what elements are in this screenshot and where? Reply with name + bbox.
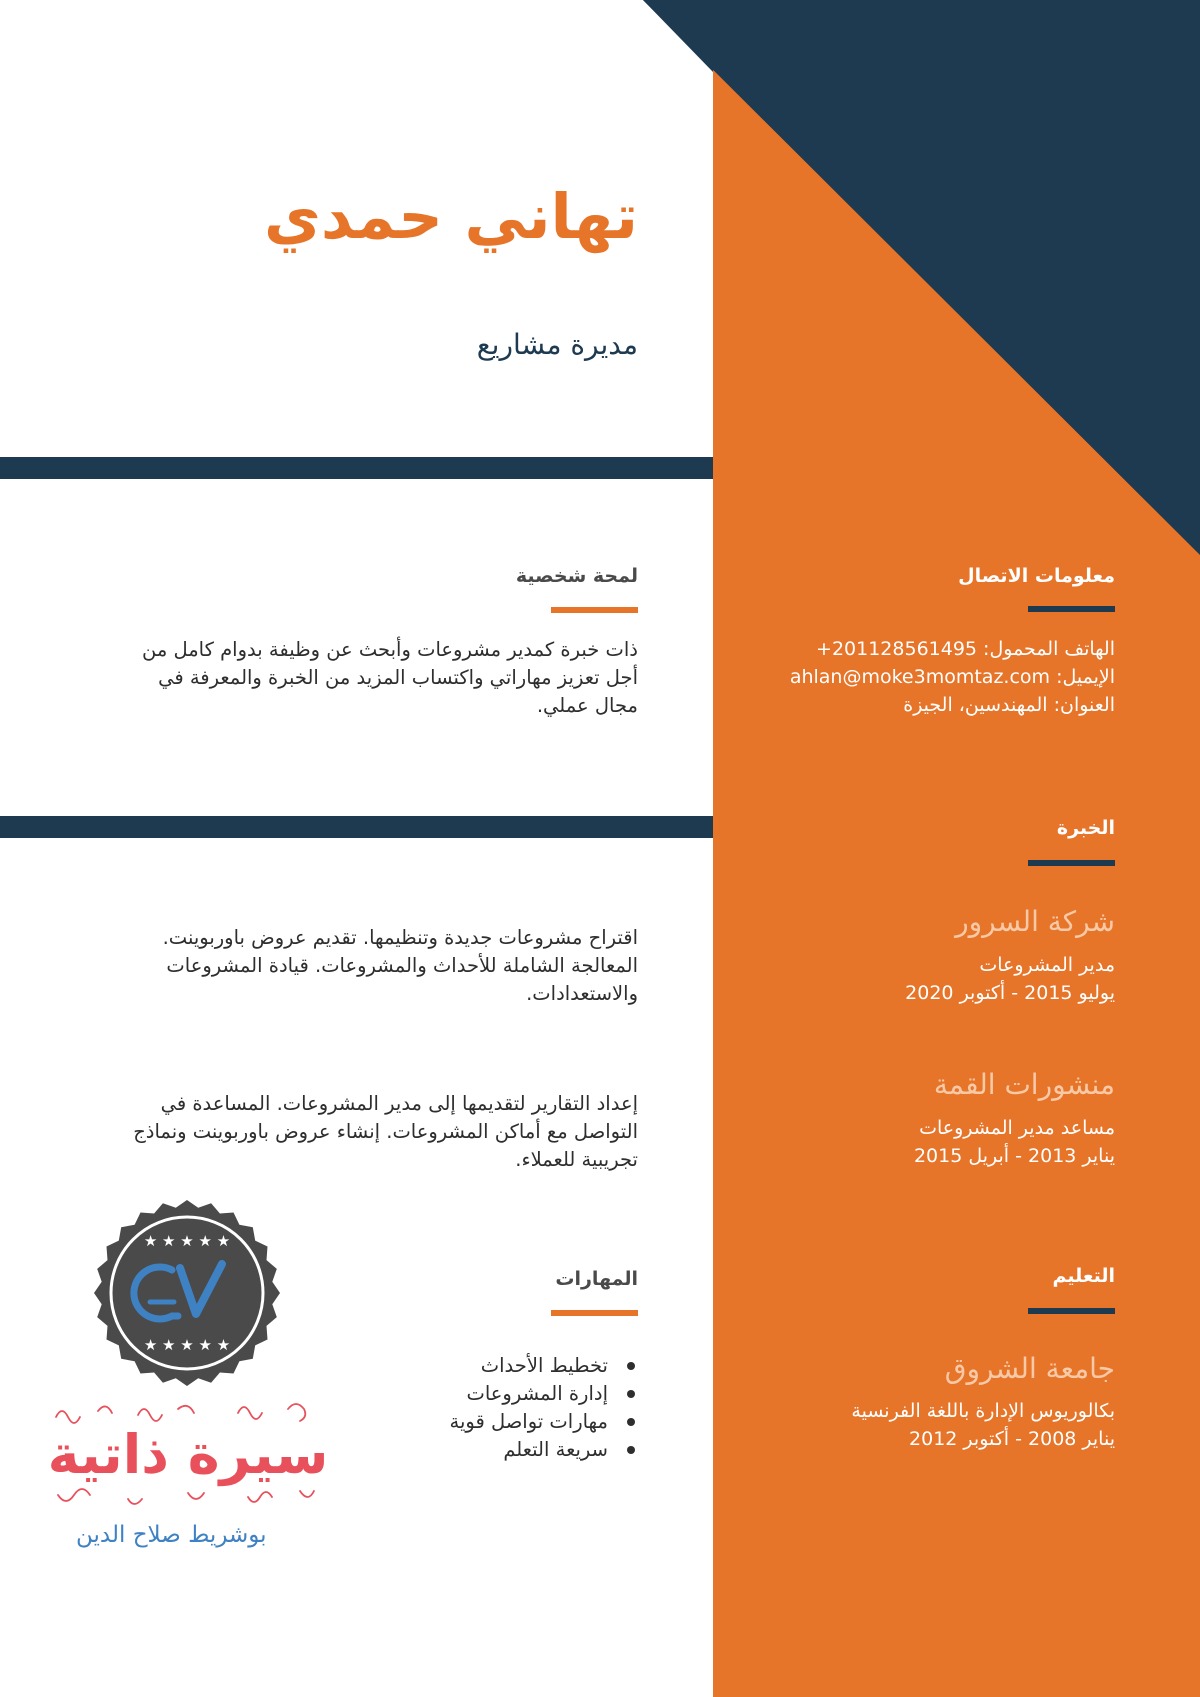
author-credit: بوشريط صلاح الدين [76, 1522, 267, 1548]
experience-title: الخبرة [1056, 817, 1115, 839]
calligraphy-text: سيرة ذاتية [47, 1423, 329, 1486]
list-item: تخطيط الأحداث [450, 1352, 639, 1380]
cv-badge-logo [92, 1198, 282, 1388]
experience-description: إعداد التقارير لتقديمها إلى مدير المشروعات. المساعدة في التواصل مع أماكن المشروعات. إنشاء عروض باوربوينت ونماذج تجريبية للعملاء. [133, 1092, 638, 1171]
company-name: شركة السرور [955, 905, 1115, 938]
job-details [914, 1114, 1115, 1170]
contact-details [790, 635, 1115, 719]
calligraphy-logo [38, 1395, 338, 1515]
company-name: منشورات القمة [933, 1068, 1115, 1101]
job-period: يناير 2013 - أبريل 2015 [913, 1145, 1115, 1167]
job-details [905, 951, 1115, 1007]
education-title: التعليم [1052, 1265, 1115, 1287]
contact-underline [1028, 606, 1115, 612]
svg-text:★ ★ ★ ★ ★: ★ ★ ★ ★ ★ [143, 1232, 231, 1250]
divider-bar [0, 816, 713, 838]
list-item: إدارة المشروعات [450, 1380, 639, 1408]
profile-underline [551, 607, 638, 613]
education-details [851, 1397, 1115, 1453]
email-address: الإيميل: ahlan@moke3momtaz.com [789, 666, 1115, 688]
job-position: مدير المشروعات [979, 954, 1115, 976]
address: العنوان: المهندسين، الجيزة [903, 694, 1115, 716]
job-period: يوليو 2015 - أكتوبر 2020 [905, 982, 1115, 1004]
degree: بكالوريوس الإدارة باللغة الفرنسية [851, 1400, 1115, 1422]
education-underline [1028, 1308, 1115, 1314]
skills-underline [551, 1310, 638, 1316]
phone-number: الهاتف المحمول: 201128561495+ [816, 638, 1115, 660]
school-name: جامعة الشروق [944, 1352, 1115, 1385]
profile-title: لمحة شخصية [515, 565, 638, 587]
svg-text:★ ★ ★ ★ ★: ★ ★ ★ ★ ★ [143, 1336, 231, 1354]
candidate-name: تهاني حمدي [264, 180, 638, 253]
profile-text: ذات خبرة كمدير مشروعات وأبحث عن وظيفة بدوام كامل من أجل تعزيز مهاراتي واكتساب المزيد من الخبرة والمعرفة في مجال عملي. [141, 638, 638, 717]
education-period: يناير 2008 - أكتوبر 2012 [909, 1428, 1115, 1450]
candidate-role: مديرة مشاريع [476, 328, 638, 361]
experience-description: اقتراح مشروعات جديدة وتنظيمها. تقديم عروض باوربوينت. المعالجة الشاملة للأحداث والمشروعات. قيادة المشروعات والاستعدادات. [162, 926, 638, 1005]
list-item: مهارات تواصل قوية [450, 1408, 639, 1436]
contact-title: معلومات الاتصال [958, 565, 1115, 587]
list-item: سريعة التعلم [450, 1436, 639, 1464]
divider-bar [0, 457, 713, 479]
experience-underline [1028, 860, 1115, 866]
skills-list [450, 1352, 639, 1464]
skills-title: المهارات [555, 1268, 638, 1290]
job-position: مساعد مدير المشروعات [919, 1117, 1115, 1139]
